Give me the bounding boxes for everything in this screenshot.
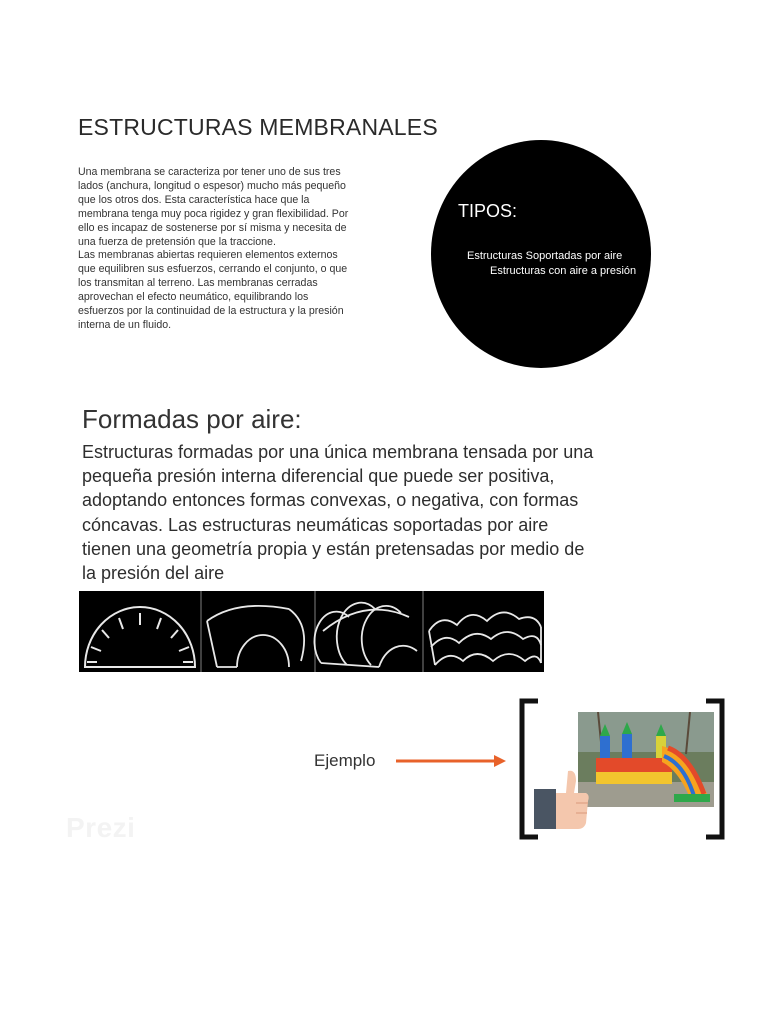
- thumbs-up-icon: [532, 767, 592, 831]
- tipos-heading: TIPOS:: [458, 201, 518, 221]
- example-label: Ejemplo: [314, 751, 376, 770]
- intro-text: [78, 166, 350, 333]
- intro-paragraph-1: Una membrana se caracteriza por tener uno de sus tres lados (anchura, longitud o espesor) mucho más pequeño que los otros dos. Esta característica hace que la membrana tenga muy poca rigidez y gran flexibilidad. Por ello es incapaz de sostenerse por sí misma y necesita de una fuerza de pretensión que la traccione.: [78, 166, 349, 248]
- section-title: Formadas por aire:: [82, 404, 302, 434]
- section-body: Estructuras formadas por una única membrana tensada por una pequeña presión interna diferencial que puede ser positiva, adoptando entonces formas convexas, o negativa, con formas cóncavas. Las estructuras neumáticas soportadas por aire tienen una geometría propia y están pretensadas por medio de la presión del aire: [82, 442, 594, 584]
- tipo-item-soportadas: Estructuras Soportadas por aire: [467, 250, 623, 262]
- tipo-item-aire-presion: Estructuras con aire a presión: [490, 265, 637, 277]
- page-title: ESTRUCTURAS MEMBRANALES: [78, 114, 438, 140]
- right-arrow-icon: [394, 752, 510, 770]
- prezi-watermark: Prezi: [66, 812, 136, 843]
- intro-paragraph-2: Las membranas abiertas requieren elementos externos que equilibren sus esfuerzos, cerrando el conjunto, o que los transmitan al terreno. Las membranas cerradas aprovechan el efecto neumático, equilibrando los esfuerzos por la continuidad de la estructura y la presión interna de un fluido.: [78, 249, 348, 331]
- pneumatic-shapes-strip: [79, 591, 544, 672]
- inflatable-castle-photo: [578, 712, 714, 807]
